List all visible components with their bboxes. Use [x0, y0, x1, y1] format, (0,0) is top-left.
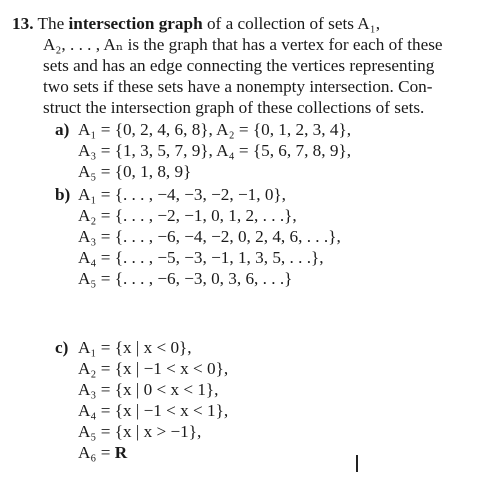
intro-text-pre: The — [33, 14, 69, 33]
problem-intro-line-1 — [12, 14, 380, 34]
intersection-graph-term: intersection graph — [68, 14, 203, 33]
part-a-line-3: A₅ = {0, 1, 8, 9} — [78, 162, 192, 181]
problem-number: 13. — [12, 14, 34, 33]
part-b-line-5: A₅ = {. . . , −6, −3, 0, 3, 6, . . .} — [78, 269, 293, 288]
part-c-line-5: A₅ = {x | x > −1}, — [78, 422, 202, 441]
intro-text-post: of a collection of sets A₁, — [202, 14, 381, 33]
problem-intro-line-4: two sets if these sets have a nonempty intersection. Con- — [43, 77, 433, 96]
part-c-label: c) — [55, 338, 69, 357]
part-c-line-2: A₂ = {x | −1 < x < 0}, — [78, 359, 229, 378]
reals-symbol: R — [114, 443, 128, 462]
part-b-line-2: A₂ = {. . . , −2, −1, 0, 1, 2, . . .}, — [78, 206, 297, 225]
part-a-line-1: A₁ = {0, 2, 4, 6, 8}, A₂ = {0, 1, 2, 3, 4}, — [78, 120, 352, 139]
part-a-line-2: A₃ = {1, 3, 5, 7, 9}, A₄ = {5, 6, 7, 8, 9}, — [78, 141, 352, 160]
part-a-label: a) — [55, 120, 70, 139]
part-c-line-1: A₁ = {x | x < 0}, — [78, 338, 192, 357]
problem-intro-line-2: A₂, . . . , Aₙ is the graph that has a vertex for each of these — [43, 35, 443, 54]
part-b-label: b) — [55, 185, 71, 204]
part-b-line-3: A₃ = {. . . , −6, −4, −2, 0, 2, 4, 6, . . .}, — [78, 227, 341, 246]
part-b-line-1: A₁ = {. . . , −4, −3, −2, −1, 0}, — [78, 185, 286, 204]
text-cursor — [356, 455, 358, 472]
part-b-line-4: A₄ = {. . . , −5, −3, −1, 1, 3, 5, . . .}, — [78, 248, 324, 267]
part-c-line-3: A₃ = {x | 0 < x < 1}, — [78, 380, 219, 399]
problem-intro-line-5: struct the intersection graph of these collections of sets. — [43, 98, 425, 117]
part-c-line-4: A₄ = {x | −1 < x < 1}, — [78, 401, 229, 420]
part-c-line-6: A₆ = R — [78, 443, 128, 462]
problem-intro-line-3: sets and has an edge connecting the vertices representing — [43, 56, 435, 75]
